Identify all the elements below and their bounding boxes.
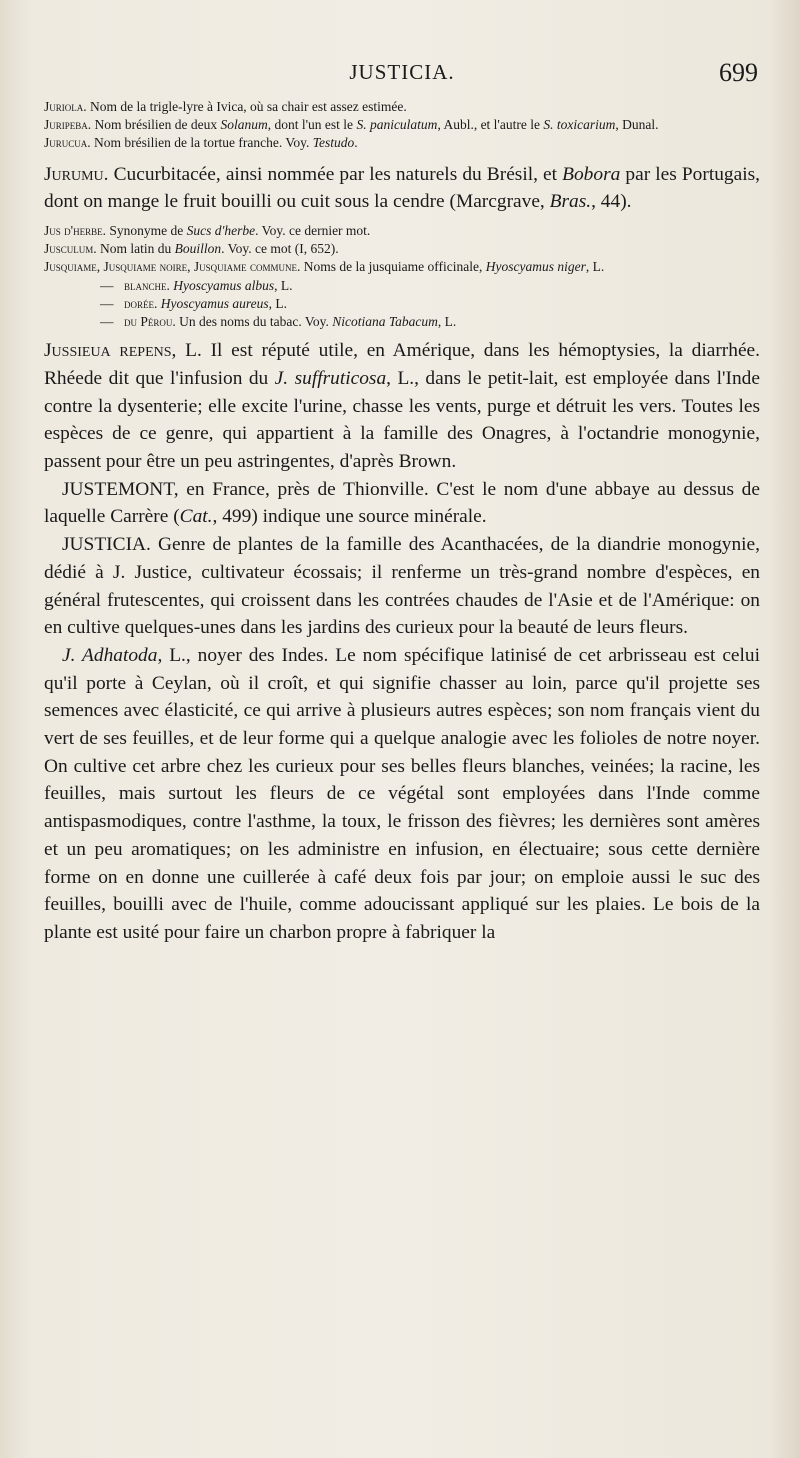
entry-jusquiame-doree: [44, 295, 760, 313]
entry-head: JUSTEMONT: [62, 478, 174, 500]
entry-text: Un des noms du tabac. Voy.: [175, 314, 333, 330]
entry-jusquiame: [44, 258, 760, 276]
entry-head: du Pérou.: [124, 314, 176, 330]
entry-italic: S. toxicarium: [543, 117, 616, 133]
entry-justicia: [44, 531, 760, 642]
entry-text: , 499) indique une source minérale.: [212, 506, 487, 528]
entry-text: par les Portugais, dont on mange le fruit bouilli ou cuit sous la cendre (Marcgrave,: [44, 163, 760, 213]
entry-head: Jusculum.: [44, 241, 97, 257]
page-number: 699: [719, 58, 758, 87]
entry-jusquiame-perou: [44, 313, 760, 331]
entry-text: , dont l'un est le: [267, 117, 357, 133]
entry-text: , L.: [437, 314, 457, 330]
dash: —: [100, 277, 114, 293]
page-header: [44, 58, 760, 98]
entry-head: J. Adhatoda: [62, 644, 158, 666]
entry-text: Synonyme de: [105, 223, 187, 239]
entry-juriola: [44, 98, 760, 116]
entry-text: Noms de la jusquiame officinale,: [300, 259, 486, 275]
entry-juripeba: [44, 116, 760, 134]
entry-jussieua: [44, 337, 760, 476]
entry-head: Jussieua repens: [44, 340, 172, 362]
entry-jus-d-herbe: [44, 222, 760, 240]
entry-jurucua: [44, 134, 760, 152]
entry-jusculum: [44, 240, 760, 258]
entry-italic: Solanum: [220, 117, 268, 133]
entry-head: Juripeba.: [44, 117, 92, 133]
entry-text: Nom de la trigle-lyre à Ivica, où sa chair est assez estimée.: [86, 99, 407, 114]
entry-text: .: [354, 135, 358, 151]
entry-italic: Hyoscyamus aureus: [160, 295, 269, 311]
entry-text: . Voy. ce mot (I, 652).: [221, 241, 339, 257]
entry-head: Juriola.: [44, 99, 87, 114]
entry-text: Nom brésilien de deux: [91, 117, 221, 133]
entry-head: Jurumu.: [44, 163, 109, 185]
entry-text: , L.: [268, 295, 287, 311]
entry-text: Cucurbitacée, ainsi nommée par les naturels du Brésil, et: [108, 163, 563, 185]
entry-italic: Bras.: [549, 191, 592, 213]
entry-italic: Cat.: [179, 506, 213, 528]
entry-text: . Voy. ce dernier mot.: [255, 223, 371, 239]
entry-text: Nom brésilien de la tortue franche. Voy.: [90, 135, 313, 151]
entry-text: , L.: [585, 259, 605, 275]
entry-head: dorée.: [124, 295, 158, 311]
entry-jusquiame-blanche: [44, 277, 760, 295]
entry-text: , L.: [274, 277, 293, 293]
entry-italic: Bouillon: [174, 241, 222, 257]
entry-italic: J. suffruticosa: [274, 367, 387, 389]
dash: —: [100, 295, 114, 311]
entry-text: , en France, près de Thionville. C'est le nom d'une abbaye au dessus de laquelle Carrère (: [44, 478, 760, 528]
entry-text: , L. Il est réputé utile, en Amérique, dans les hémoptysies, la diarrhée. Rhéede dit que l'infusion du: [44, 340, 761, 389]
entry-text: , Dunal.: [615, 117, 659, 133]
entry-italic: Sucs d'herbe: [186, 223, 256, 239]
entry-italic: Hyoscyamus albus: [173, 277, 275, 293]
entry-head: blanche.: [124, 277, 170, 293]
entry-text: , L., noyer des Indes. Le nom spécifique latinisé de cet arbrisseau est celui qu'il porte à Ceylan, où il croît, et qui signifie chasser au loin, parce qu'il projette ses semences avec élasticité, ce qui arrive à plusieurs autres espèces; son nom français vient du vert de ses feuilles, et de leur forme qui a quelque analogie avec les folioles de notre noyer. On cultive cet arbre chez les curieux pour ses belles fleurs blanches, veinées; la racine, les feuilles, mais surtout les fleurs de ce végétal sont employées dans l'Inde comme antispasmodiques, contre l'asthme, la toux, le frisson des fièvres; les dernières sont amères et un peu aromatiques; on les administre en infusion, en électuaire; sous cette dernière forme on en donne une cuillerée à café deux fois par jour; on emploie aussi le suc des feuilles, bouilli avec de l'huile, comme adoucissant appliqué sur les plaies. Le bois de la plante est usité pour faire un charbon propre à fabriquer la: [44, 644, 761, 943]
entry-jurumu: [44, 161, 760, 216]
entry-head: Jurucua.: [44, 135, 91, 151]
entry-italic: Hyoscyamus niger: [485, 259, 586, 275]
running-head: JUSTICIA.: [349, 60, 455, 84]
entry-italic: Nicotiana Tabacum: [332, 314, 438, 330]
entry-text: Nom latin du: [96, 241, 175, 257]
entry-head: Jusquiame, Jusquiame noire, Jusquiame commune.: [44, 259, 301, 275]
entry-head: JUSTICIA: [62, 534, 147, 556]
entry-italic: Testudo: [312, 135, 355, 151]
entry-head: Jus d'herbe.: [44, 223, 106, 239]
entry-adhatoda: [44, 642, 760, 947]
entry-text: , 44).: [591, 191, 632, 213]
entry-justemont: [44, 476, 760, 531]
entry-text: . Genre de plantes de la famille des Acanthacées, de la diandrie monogynie, dédié à J. Justice, cultivateur écossais; il renferme un très-grand nombre d'espèces, en général frutescentes, qui croissent dans les contrées chaudes de l'Asie et de l'Amérique: on en cultive quelques-unes dans les jardins des curieux pour la beauté de leurs fleurs.: [44, 534, 760, 639]
entry-italic: S. paniculatum: [356, 117, 438, 133]
dash: —: [100, 314, 114, 330]
entry-italic: Bobora: [562, 163, 621, 185]
entry-text: , Aubl., et l'autre le: [437, 117, 544, 133]
entry-text: , L., dans le petit-lait, est employée dans l'Inde contre la dysenterie; elle excite l'urine, chasse les vents, purge et détruit les vers. Toutes les espèces de ce genre, qui appartient à la famille des Onagres, à l'octandrie monogynie, passent pour être un peu astringentes, d'après Brown.: [44, 367, 760, 473]
